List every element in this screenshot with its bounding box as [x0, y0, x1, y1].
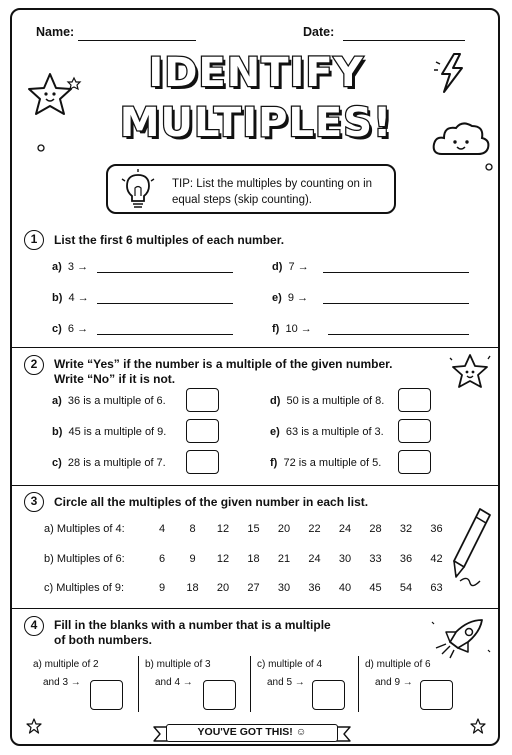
section-1-number: 1	[24, 230, 44, 250]
multiple-candidate[interactable]: 40	[338, 582, 352, 594]
s2-item-d: d) 50 is a multiple of 8.	[270, 395, 385, 407]
section-divider	[10, 347, 500, 348]
multiple-candidate[interactable]: 12	[216, 523, 230, 535]
s4-answer-box-a[interactable]	[90, 680, 123, 710]
smiley-icon: ☺	[295, 726, 307, 738]
multiple-candidate[interactable]: 30	[338, 553, 352, 565]
dot-decoration-icon	[484, 162, 494, 172]
section-2-number: 2	[24, 355, 44, 375]
s2-answer-box-c[interactable]	[186, 450, 219, 474]
s1-answer-line-a[interactable]	[97, 272, 233, 273]
card-divider	[358, 656, 359, 712]
s4-answer-box-c[interactable]	[312, 680, 345, 710]
s2-answer-box-a[interactable]	[186, 388, 219, 412]
multiple-candidate[interactable]: 18	[247, 553, 260, 565]
card-divider	[250, 656, 251, 712]
s4-item-b: b) multiple of 3 and 4 →	[145, 659, 211, 688]
s2-item-e: e) 63 is a multiple of 3.	[270, 426, 384, 438]
s2-item-a: a) 36 is a multiple of 6.	[52, 395, 166, 407]
multiple-candidate[interactable]: 32	[399, 523, 413, 535]
multiple-candidate[interactable]: 8	[189, 523, 196, 535]
smiling-star-icon	[446, 352, 496, 394]
s4-item-c: c) multiple of 4 and 5 →	[257, 659, 323, 688]
section-3-number: 3	[24, 492, 44, 512]
multiple-candidate[interactable]: 36	[430, 523, 443, 535]
smiling-cloud-icon	[430, 116, 494, 164]
s2-answer-box-b[interactable]	[186, 419, 219, 443]
s2-answer-box-d[interactable]	[398, 388, 431, 412]
tip-box	[106, 164, 396, 214]
s1-answer-line-c[interactable]	[97, 334, 233, 335]
name-line[interactable]	[78, 40, 196, 41]
smiling-star-icon	[26, 70, 84, 122]
multiple-candidate[interactable]: 30	[277, 582, 291, 594]
star-outline-icon	[26, 718, 42, 734]
encouragement-banner	[152, 719, 352, 745]
multiple-candidate[interactable]: 33	[369, 553, 382, 565]
s3-row-label: c) Multiples of 9:	[44, 582, 125, 594]
s2-answer-box-f[interactable]	[398, 450, 431, 474]
title-line-1: IDENTIFY	[148, 50, 364, 96]
date-label: Date:	[303, 25, 335, 39]
card-divider	[138, 656, 139, 712]
multiple-candidate[interactable]: 45	[369, 582, 382, 594]
multiple-candidate[interactable]: 9	[189, 553, 196, 565]
multiple-candidate[interactable]: 42	[430, 553, 443, 565]
s4-answer-box-d[interactable]	[420, 680, 453, 710]
s4-item-a: a) multiple of 2 and 3 →	[33, 659, 99, 688]
date-line[interactable]	[343, 40, 465, 41]
s2-item-f: f) 72 is a multiple of 5.	[270, 457, 382, 469]
pencil-icon	[446, 505, 496, 589]
lightbulb-icon	[120, 169, 156, 211]
multiple-candidate[interactable]: 21	[277, 553, 291, 565]
s1-item-d: d) 7 →	[272, 261, 309, 273]
s1-answer-line-d[interactable]	[323, 272, 469, 273]
section-4-instruction-line-2: of both numbers.	[54, 633, 152, 647]
section-1-instruction: List the first 6 multiples of each number.	[54, 233, 285, 247]
multiple-candidate[interactable]: 9	[158, 582, 166, 594]
multiple-candidate[interactable]: 28	[369, 523, 382, 535]
name-label: Name:	[36, 25, 75, 39]
lightning-bolt-icon	[428, 50, 474, 96]
multiple-candidate[interactable]: 20	[216, 582, 230, 594]
multiple-candidate[interactable]: 4	[158, 523, 166, 535]
s1-item-f: f) 10 →	[272, 323, 312, 335]
s1-answer-line-e[interactable]	[323, 303, 469, 304]
s4-answer-box-b[interactable]	[203, 680, 236, 710]
multiple-candidate[interactable]: 20	[277, 523, 291, 535]
s1-answer-line-b[interactable]	[97, 303, 233, 304]
s3-row-label: b) Multiples of 6:	[44, 553, 125, 565]
multiple-candidate[interactable]: 36	[399, 553, 413, 565]
multiple-candidate[interactable]: 24	[308, 553, 321, 565]
title-line-2: MULTIPLES!	[119, 100, 393, 146]
multiple-candidate[interactable]: 63	[430, 582, 443, 594]
dot-decoration-icon	[36, 143, 46, 153]
s2-answer-box-e[interactable]	[398, 419, 431, 443]
s2-item-c: c) 28 is a multiple of 7.	[52, 457, 166, 469]
tip-text: TIP: List the multiples by counting on in equal steps (skip counting).	[172, 178, 373, 206]
multiple-candidate[interactable]: 24	[338, 523, 352, 535]
s1-item-b: b) 4 →	[52, 292, 89, 304]
section-2-instruction-line-1: Write “Yes” if the number is a multiple of the given number.	[54, 357, 393, 371]
section-3-instruction: Circle all the multiples of the given number in each list.	[54, 495, 369, 509]
multiple-candidate[interactable]: 18	[186, 582, 199, 594]
multiple-candidate[interactable]: 15	[247, 523, 260, 535]
multiple-candidate[interactable]: 22	[308, 523, 321, 535]
banner-text: YOU'VE GOT THIS! ☺	[166, 724, 338, 742]
section-2-instruction-line-2: Write “No” if it is not.	[54, 372, 176, 386]
s1-item-c: c) 6 →	[52, 323, 89, 335]
s1-item-e: e) 9 →	[272, 292, 309, 304]
multiple-candidate[interactable]: 6	[158, 553, 166, 565]
s3-row-label: a) Multiples of 4:	[44, 523, 125, 535]
multiple-candidate[interactable]: 12	[216, 553, 230, 565]
s1-answer-line-f[interactable]	[328, 334, 469, 335]
s2-item-b: b) 45 is a multiple of 9.	[52, 426, 167, 438]
s4-item-d: d) multiple of 6 and 9 →	[365, 659, 431, 688]
s1-item-a: a) 3 →	[52, 261, 89, 273]
section-divider	[10, 608, 500, 609]
rocket-icon	[428, 614, 494, 662]
multiple-candidate[interactable]: 54	[399, 582, 413, 594]
star-outline-icon	[470, 718, 486, 734]
multiple-candidate[interactable]: 27	[247, 582, 260, 594]
section-4-number: 4	[24, 616, 44, 636]
multiple-candidate[interactable]: 36	[308, 582, 321, 594]
section-4-instruction-line-1: Fill in the blanks with a number that is a multiple	[54, 618, 331, 632]
section-divider	[10, 485, 500, 486]
